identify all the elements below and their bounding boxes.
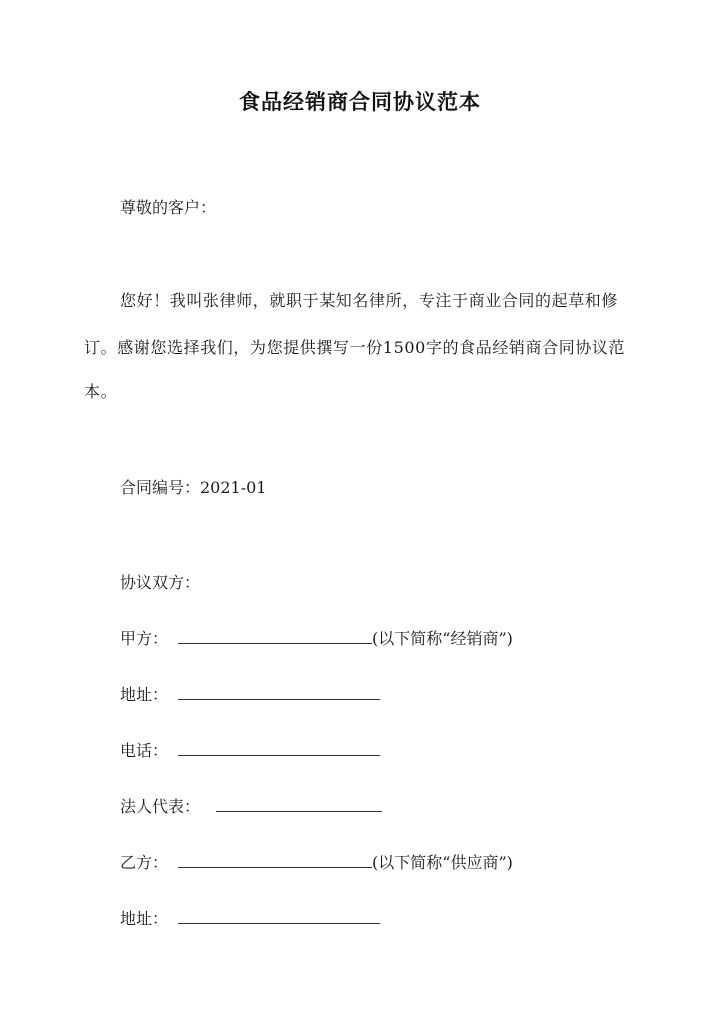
address-b-label: 地址： xyxy=(120,909,169,928)
phone-a-row xyxy=(120,740,380,762)
address-a-row xyxy=(120,684,380,706)
address-a-blank[interactable] xyxy=(178,685,380,700)
party-b-blank[interactable] xyxy=(178,853,372,868)
intro-line-3: 本。 xyxy=(84,382,118,401)
party-a-blank[interactable] xyxy=(178,629,372,644)
parties-heading: 协议双方： xyxy=(120,573,201,592)
contract-number: 合同编号：2021-01 xyxy=(120,478,267,497)
document-title: 食品经销商合同协议范本 xyxy=(239,89,481,114)
phone-a-blank[interactable] xyxy=(178,741,380,756)
address-b-row xyxy=(120,908,380,930)
party-b-note: (以下简称“供应商”) xyxy=(372,853,513,872)
address-b-blank[interactable] xyxy=(178,909,380,924)
intro-line-2: 订。感谢您选择我们，为您提供撰写一份1500字的食品经销商合同协议范 xyxy=(84,338,626,357)
party-a-note: (以下简称“经销商”) xyxy=(372,629,513,648)
address-a-label: 地址： xyxy=(120,685,169,704)
party-a-label: 甲方： xyxy=(120,629,169,648)
legal-rep-a-blank[interactable] xyxy=(216,797,382,812)
salutation: 尊敬的客户： xyxy=(120,198,217,217)
party-b-label: 乙方： xyxy=(120,853,169,872)
legal-rep-a-label: 法人代表： xyxy=(120,797,201,816)
party-b-row xyxy=(120,852,513,874)
phone-a-label: 电话： xyxy=(120,741,169,760)
party-a-row xyxy=(120,628,513,650)
legal-rep-a-row xyxy=(120,796,382,818)
intro-line-1: 您好！我叫张律师，就职于某知名律所，专注于商业合同的起草和修 xyxy=(120,291,619,310)
